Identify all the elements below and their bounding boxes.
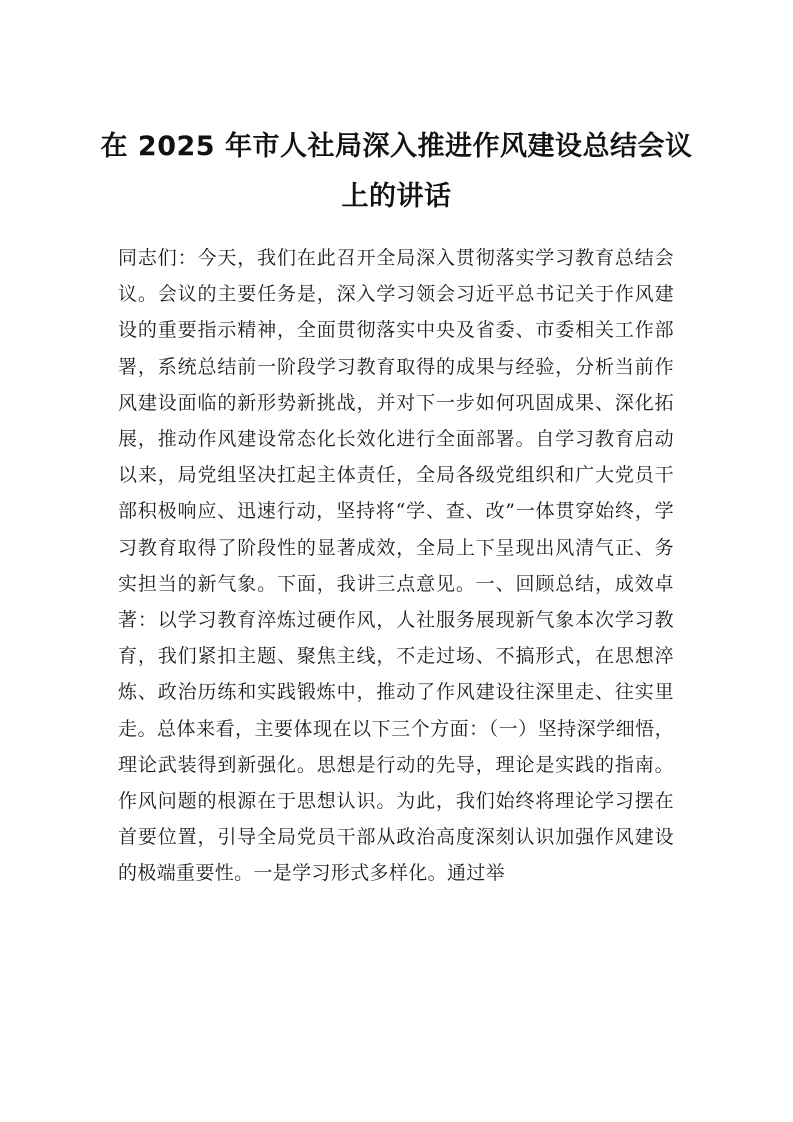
document-body: 同志们：今天，我们在此召开全局深入贯彻落实学习教育总结会议。会议的主要任务是，深入学习领会习近平总书记关于作风建设的重要指示精神，全面贯彻落实中央及省委、市委相关工作部署，系统总结前一阶段学习教育取得的成果与经验，分析当前作风建设面临的新形势新挑战，并对下一步如何巩固成果、深化拓展，推动作风建设常态化长效化进行全面部署。自学习教育启动以来，局党组坚决扛起主体责任，全局各级党组织和广大党员干部积极响应、迅速行动，坚持将“学、查、改”一体贯穿始终，学习教育取得了阶段性的显著成效，全局上下呈现出风清气正、务实担当的新气象。下面，我讲三点意见。一、回顾总结，成效卓著：以学习教育淬炼过硬作风，人社服务展现新气象本次学习教育，我们紧扣主题、聚焦主线，不走过场、不搞形式，在思想淬炼、政治历练和实践锻炼中，推动了作风建设往深里走、往实里走。总体来看，主要体现在以下三个方面：（一）坚持深学细悟，理论武装得到新强化。思想是行动的先导，理论是实践的指南。作风问题的根源在于思想认识。为此，我们始终将理论学习摆在首要位置，引导全局党员干部从政治高度深刻认识加强作风建设的极端重要性。一是学习形式多样化。通过举 <box>118 247 674 885</box>
document-title: 在 2025 年市人社局深入推进作风建设总结会议上的讲话 <box>100 131 693 212</box>
